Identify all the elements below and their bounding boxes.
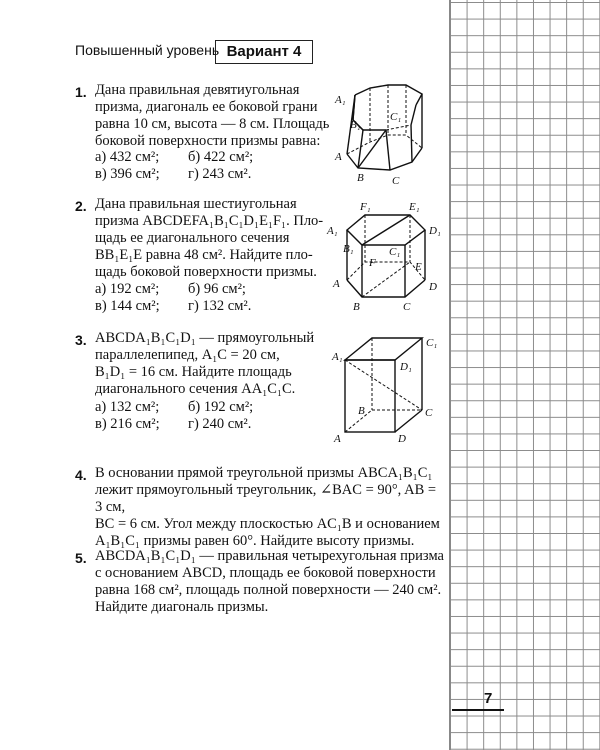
text-line: параллелепипед, A₁C = 20 см, — [95, 347, 280, 363]
vertex-label: A₁ — [332, 351, 343, 363]
vertex-label: B — [357, 172, 364, 184]
text-line: ABCDA₁B₁C₁D₁ — правильная четырехугольная призма — [95, 548, 444, 564]
vertex-label: C₁ — [389, 246, 401, 258]
difficulty-level: Повышенный уровень — [75, 42, 220, 58]
text-line: BC = 6 см. Угол между плоскостью AC₁B и основанием — [95, 516, 440, 532]
text-line: лежит прямоугольный треугольник, ∠BAC = 90°, AB = 3 см, — [95, 482, 437, 515]
answer-a: а) 432 см²; — [95, 149, 160, 165]
vertex-label: D₁ — [429, 225, 441, 237]
answer-c: в) 144 см²; — [95, 298, 160, 314]
text-line: Найдите диагональ призмы. — [95, 599, 269, 615]
variant-label: Вариант 4 — [215, 40, 313, 64]
vertex-label: B₁ — [350, 119, 361, 131]
text-line: призма ABCDEFA₁B₁C₁D₁E₁F₁. Пло- — [95, 213, 324, 229]
vertex-label: C — [392, 175, 400, 187]
vertex-label: E₁ — [409, 201, 420, 213]
problem-number: 4. — [75, 467, 87, 483]
text-line: B₁D₁ = 16 см. Найдите площадь — [95, 364, 292, 380]
answer-d: г) 243 см². — [188, 166, 252, 182]
answer-c: в) 396 см²; — [95, 166, 160, 182]
text-line: щадь боковой поверхности призмы. — [95, 264, 317, 280]
vertex-label: F — [369, 257, 376, 269]
vertex-label: A — [334, 433, 341, 445]
problem-4-text — [95, 465, 445, 550]
grid-divider — [449, 0, 451, 750]
vertex-label: C — [425, 407, 433, 419]
vertex-label: A₁ — [335, 94, 346, 106]
text-line: BB₁E₁E равна 48 см². Найдите пло- — [95, 247, 313, 263]
problem-3-text — [95, 330, 331, 398]
text-line: призма, диагональ ее боковой грани — [95, 99, 318, 115]
text-line: боковой поверхности призмы равна: — [95, 133, 321, 149]
vertex-label: D₁ — [400, 361, 412, 373]
text-line: В основании прямой треугольной призмы ABCA₁B₁C₁ — [95, 465, 433, 481]
problem-1-text — [95, 82, 330, 150]
figure-hexagonal-prism — [325, 200, 450, 312]
vertex-label: A — [333, 278, 340, 290]
vertex-label: B — [358, 405, 365, 417]
answer-b: б) 192 см²; — [188, 399, 254, 415]
vertex-label: B — [353, 301, 360, 312]
problem-2-text — [95, 196, 335, 281]
answer-c: в) 216 см²; — [95, 416, 160, 432]
vertex-label: D — [429, 281, 437, 293]
problem-number: 2. — [75, 198, 87, 214]
answer-a: а) 192 см²; — [95, 281, 160, 297]
text-line: диагонального сечения AA₁C₁C. — [95, 381, 296, 397]
text-line: щадь ее диагонального сечения — [95, 230, 290, 246]
answer-b: б) 422 см²; — [188, 149, 254, 165]
vertex-label: A₁ — [327, 225, 338, 237]
problem-number: 5. — [75, 550, 87, 566]
vertex-label: C — [403, 301, 411, 312]
text-line: Дана правильная девятиугольная — [95, 82, 300, 98]
page-number-underline — [452, 709, 504, 711]
answer-a: а) 132 см²; — [95, 399, 160, 415]
problem-number: 3. — [75, 332, 87, 348]
problem-5-text — [95, 548, 445, 616]
text-line: равна 168 см², площадь полной поверхности — 240 см². — [95, 582, 442, 598]
text-line: ABCDA₁B₁C₁D₁ — прямоугольный — [95, 330, 315, 346]
page-number: 7 — [484, 690, 493, 707]
vertex-label: A — [335, 151, 342, 163]
vertex-label: F₁ — [360, 201, 371, 213]
figure-nonagonal-prism — [330, 80, 430, 190]
answer-b: б) 96 см²; — [188, 281, 246, 297]
vertex-label: D — [398, 433, 406, 445]
text-line: A₁B₁C₁ призмы равен 60°. Найдите высоту призмы. — [95, 533, 415, 549]
vertex-label: B₁ — [343, 243, 354, 255]
vertex-label: C₁ — [426, 337, 438, 349]
answer-d: г) 132 см². — [188, 298, 252, 314]
figure-rectangular-parallelepiped — [330, 330, 445, 448]
grid-margin — [450, 0, 600, 750]
vertex-label: C₁ — [390, 111, 402, 123]
problem-number: 1. — [75, 84, 87, 100]
text-line: равна 10 см, высота — 8 см. Площадь — [95, 116, 330, 132]
vertex-label: E — [415, 261, 422, 273]
text-line: с основанием ABCD, площадь ее боковой поверхности — [95, 565, 436, 581]
text-line: Дана правильная шестиугольная — [95, 196, 297, 212]
answer-d: г) 240 см². — [188, 416, 252, 432]
